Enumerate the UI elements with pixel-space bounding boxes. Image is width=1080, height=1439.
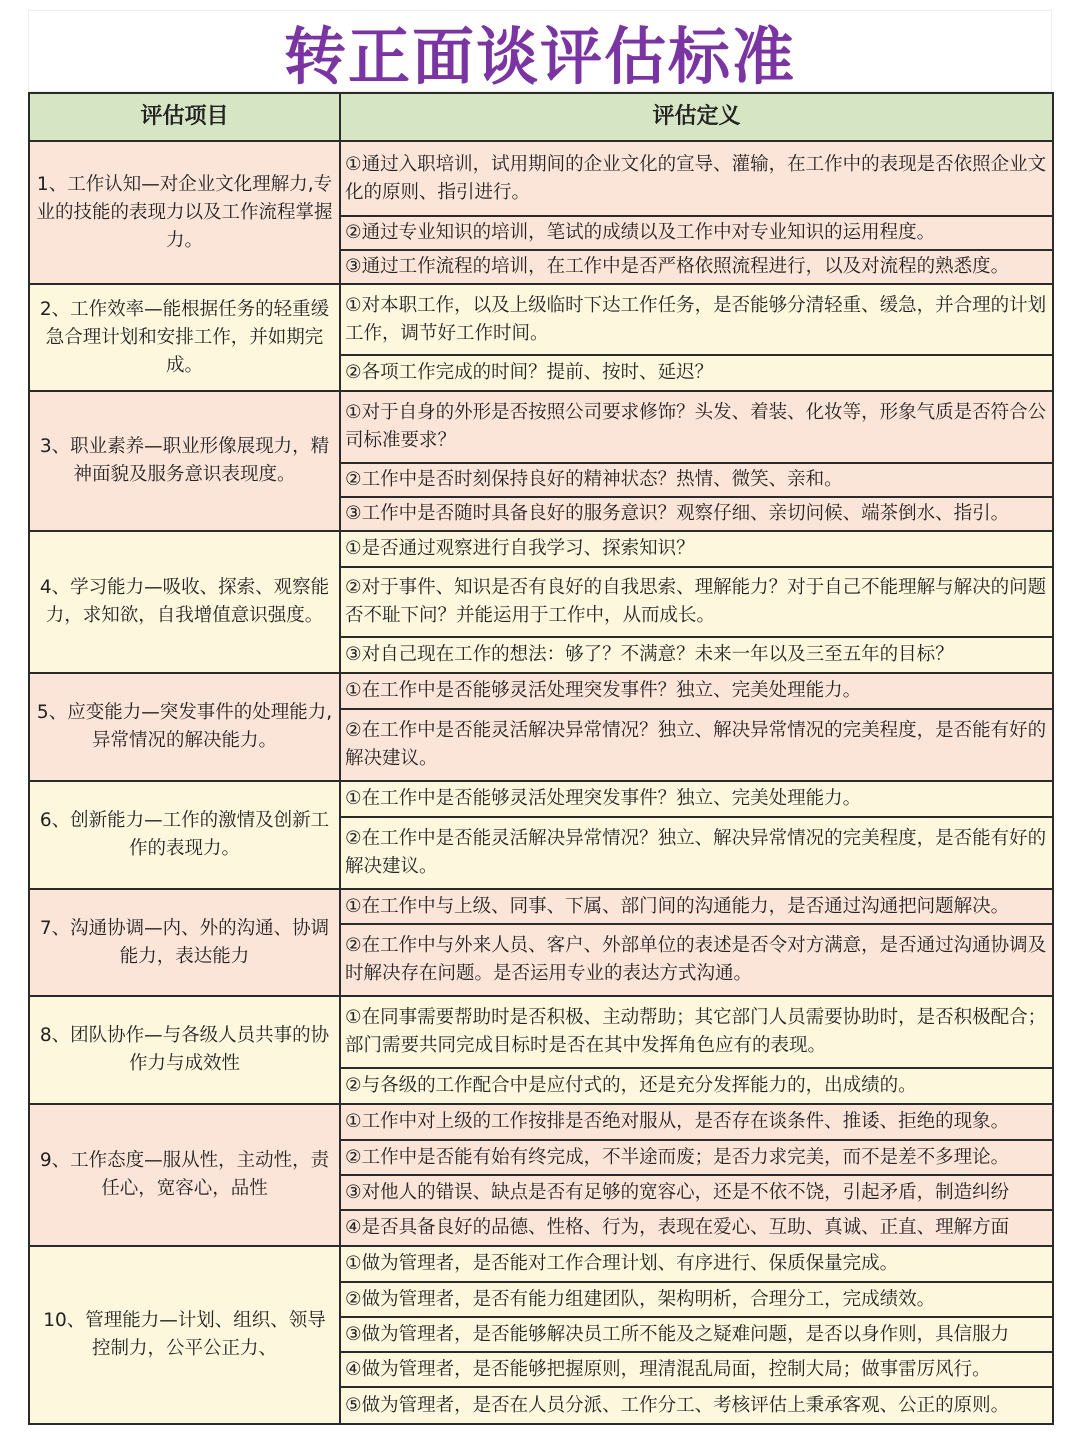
item-cell: 6、创新能力—工作的激情及创新工作的表现力。	[29, 781, 340, 889]
definition-cell: ①在工作中是否能够灵活处理突发事件？独立、完美处理能力。	[340, 781, 1053, 817]
definition-cell: ③通过工作流程的培训，在工作中是否严格依照流程进行，以及对流程的熟悉度。	[340, 250, 1053, 284]
definition-cell: ①工作中对上级的工作按排是否绝对服从，是否存在谈条件、推诿、拒绝的现象。	[340, 1104, 1053, 1140]
definition-cell: ①在同事需要帮助时是否积极、主动帮助；其它部门人员需要协助时，是否积极配合；部门需要共同完成目标时是否在其中发挥角色应有的表现。	[340, 996, 1053, 1068]
item-cell: 8、团队协作—与各级人员共事的协作力与成效性	[29, 996, 340, 1104]
item-cell: 2、工作效率—能根据任务的轻重缓急合理计划和安排工作，并如期完成。	[29, 284, 340, 391]
definition-cell: ③对自己现在工作的想法：够了？不满意？未来一年以及三至五年的目标？	[340, 637, 1053, 673]
definition-cell: ③工作中是否随时具备良好的服务意识？观察仔细、亲切问候、端茶倒水、指引。	[340, 497, 1053, 531]
table-row	[29, 391, 1053, 463]
definition-cell: ①通过入职培训，试用期间的企业文化的宣导、灌输，在工作中的表现是否依照企业文化的原则、指引进行。	[340, 141, 1053, 216]
definition-cell: ②对于事件、知识是否有良好的自我思索、理解能力？对于自己不能理解与解决的问题否不耻下问？并能运用于工作中，从而成长。	[340, 567, 1053, 637]
definition-cell: ②各项工作完成的时间？提前、按时、延迟？	[340, 355, 1053, 391]
table-row	[29, 141, 1053, 216]
header-item: 评估项目	[29, 93, 340, 141]
definition-cell: ②与各级的工作配合中是应付式的，还是充分发挥能力的，出成绩的。	[340, 1068, 1053, 1104]
header-definition: 评估定义	[340, 93, 1053, 141]
item-cell: 10、管理能力—计划、组织、领导控制力，公平公正力、	[29, 1246, 340, 1424]
definition-cell: ①对本职工作，以及上级临时下达工作任务，是否能够分清轻重、缓急，并合理的计划工作，调节好工作时间。	[340, 284, 1053, 355]
definition-cell: ①做为管理者，是否能对工作合理计划、有序进行、保质保量完成。	[340, 1246, 1053, 1282]
definition-cell: ①对于自身的外形是否按照公司要求修饰？头发、着装、化妆等，形象气质是否符合公司标准要求？	[340, 391, 1053, 463]
definition-cell: ④做为管理者，是否能够把握原则，理清混乱局面，控制大局；做事雷厉风行。	[340, 1352, 1053, 1387]
definition-cell: ①在工作中是否能够灵活处理突发事件？独立、完美处理能力。	[340, 673, 1053, 709]
definition-cell: ②工作中是否能有始有终完成，不半途而废；是否力求完美，而不是差不多理论。	[340, 1140, 1053, 1175]
evaluation-table	[28, 92, 1054, 1425]
definition-cell: ③对他人的错误、缺点是否有足够的宽容心，还是不依不饶，引起矛盾，制造纠纷	[340, 1175, 1053, 1210]
definition-cell: ①是否通过观察进行自我学习、探索知识？	[340, 531, 1053, 567]
definition-cell: ②通过专业知识的培训，笔试的成绩以及工作中对专业知识的运用程度。	[340, 216, 1053, 250]
item-cell: 5、应变能力—突发事件的处理能力,异常情况的解决能力。	[29, 673, 340, 781]
definition-cell: ④是否具备良好的品德、性格、行为，表现在爱心、互助、真诚、正直、理解方面	[340, 1210, 1053, 1246]
item-cell: 3、职业素养—职业形像展现力，精神面貌及服务意识表现度。	[29, 391, 340, 531]
definition-cell: ①在工作中与上级、同事、下属、部门间的沟通能力，是否通过沟通把问题解决。	[340, 889, 1053, 924]
definition-cell: ⑤做为管理者，是否在人员分派、工作分工、考核评估上秉承客观、公正的原则。	[340, 1387, 1053, 1424]
definition-cell: ②工作中是否时刻保持良好的精神状态？热情、微笑、亲和。	[340, 463, 1053, 497]
definition-cell: ②做为管理者，是否有能力组建团队，架构明析，合理分工，完成绩效。	[340, 1282, 1053, 1317]
item-cell: 1、工作认知—对企业文化理解力,专业的技能的表现力以及工作流程掌握力。	[29, 141, 340, 284]
item-cell: 9、工作态度—服从性，主动性，责任心，宽容心，品性	[29, 1104, 340, 1246]
table-row	[29, 889, 1053, 924]
page-title: 转正面谈评估标准	[28, 10, 1052, 92]
table-row	[29, 781, 1053, 817]
definition-cell: ②在工作中是否能灵活解决异常情况？独立、解决异常情况的完美程度，是否能有好的解决建议。	[340, 709, 1053, 781]
table-row	[29, 1104, 1053, 1140]
table-row	[29, 1246, 1053, 1282]
item-cell: 7、沟通协调—内、外的沟通、协调能力，表达能力	[29, 889, 340, 996]
table-row	[29, 284, 1053, 355]
item-cell: 4、学习能力—吸收、探索、观察能力，求知欲，自我增值意识强度。	[29, 531, 340, 673]
table-header-row	[29, 93, 1053, 141]
table-row	[29, 673, 1053, 709]
definition-cell: ②在工作中是否能灵活解决异常情况？独立、解决异常情况的完美程度，是否能有好的解决建议。	[340, 817, 1053, 889]
definition-cell: ②在工作中与外来人员、客户、外部单位的表述是否令对方满意，是否通过沟通协调及时解决存在问题。是否运用专业的表达方式沟通。	[340, 924, 1053, 996]
table-row	[29, 531, 1053, 567]
definition-cell: ③做为管理者，是否能够解决员工所不能及之疑难问题，是否以身作则，具信服力	[340, 1317, 1053, 1352]
table-row	[29, 996, 1053, 1068]
